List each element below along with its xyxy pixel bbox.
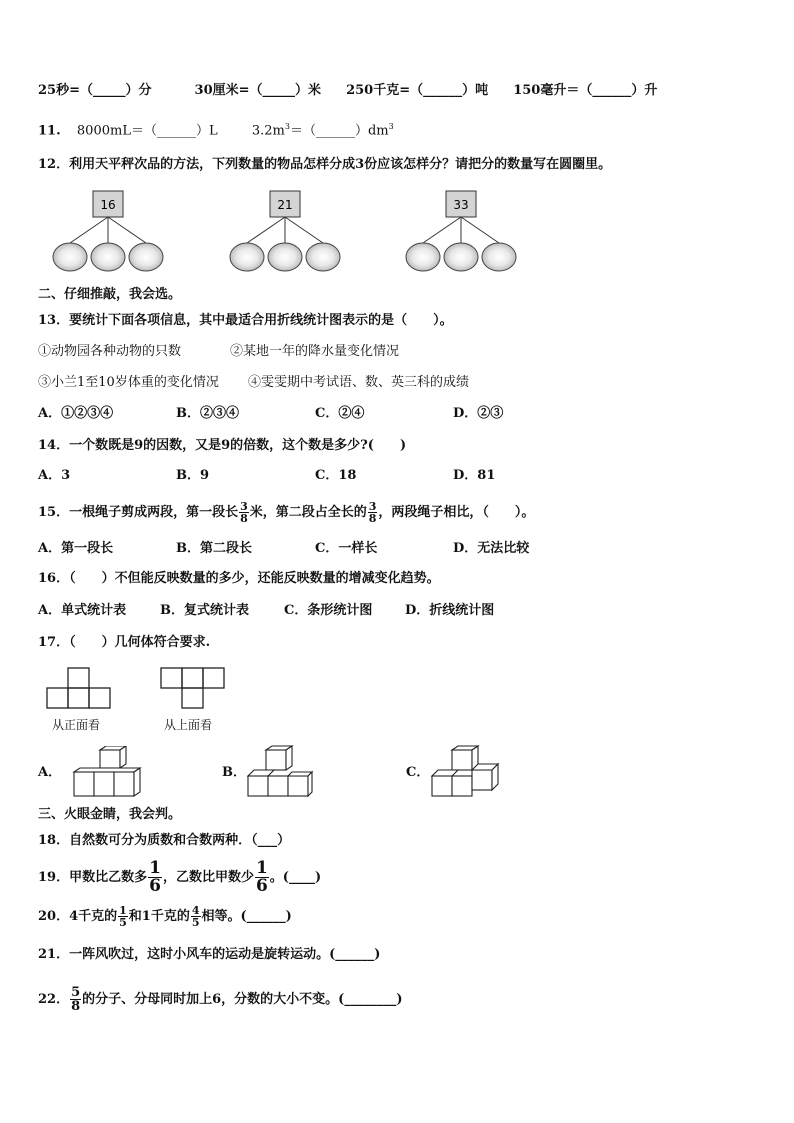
q12-trees xyxy=(30,186,550,276)
q20-post: 相等。(______) xyxy=(201,909,292,924)
q15-text xyxy=(38,500,534,526)
q13-text: 13．要统计下面各项信息，其中最适合用折线统计图表示的是（ ）。 xyxy=(38,313,453,328)
q12-circle[interactable] xyxy=(406,243,440,271)
q17-solid-a[interactable] xyxy=(70,746,144,800)
q15-option-c[interactable]: C．一样长 xyxy=(315,541,378,556)
q14-option-a[interactable]: A．3 xyxy=(38,468,71,483)
q12-box-2: 21 xyxy=(277,198,293,212)
q12-circle[interactable] xyxy=(53,243,87,271)
q22-pre: 22． xyxy=(38,992,70,1007)
q20-fraction-1: $\frac{1}{5}$ xyxy=(119,904,127,929)
q12-circle[interactable] xyxy=(129,243,163,271)
q20-text xyxy=(38,904,292,930)
q11-part2-mid: ＝（______）dm xyxy=(289,123,389,139)
q17-option-c[interactable]: C． xyxy=(406,765,430,780)
q11-line xyxy=(38,118,394,140)
q22-post: 的分子、分母同时加上6，分数的大小不变。(________) xyxy=(82,992,403,1007)
q12-tree-3 xyxy=(406,191,516,271)
q10-item-2: 30厘米=（_____）米 xyxy=(194,83,322,98)
q14-option-c[interactable]: C．18 xyxy=(315,468,357,483)
q12-circle[interactable] xyxy=(306,243,340,271)
q13-option-b[interactable]: B．②③④ xyxy=(176,406,239,421)
q15-mid: 米，第二段占全长的 xyxy=(249,505,367,520)
q11-sup2: 3 xyxy=(388,122,394,131)
q12-circle[interactable] xyxy=(268,243,302,271)
q15-fraction-1: $\frac{3}{8}$ xyxy=(240,500,248,525)
q17-option-a[interactable]: A． xyxy=(38,765,62,780)
q12-circle[interactable] xyxy=(482,243,516,271)
q13-option-c[interactable]: C．②④ xyxy=(315,406,365,421)
q14-option-b[interactable]: B．9 xyxy=(176,468,210,483)
q10-item-3: 250千克=（______）吨 xyxy=(346,83,489,98)
q15-option-a[interactable]: A．第一段长 xyxy=(38,541,114,556)
q17-top-view xyxy=(160,666,228,710)
q12-tree-2 xyxy=(230,191,340,271)
q19-text xyxy=(38,860,321,896)
q10-item-1: 25秒=（_____）分 xyxy=(38,83,152,98)
q10-item-4: 150毫升＝（______）升 xyxy=(513,83,658,98)
q20-pre: 20．4千克的 xyxy=(38,909,118,924)
q19-fraction-1: $\frac{1}{6}$ xyxy=(149,858,161,896)
q15-fraction-2: $\frac{3}{8}$ xyxy=(368,500,377,525)
q16-text: 16．（ ）不但能反映数量的多少，还能反映数量的增减变化趋势。 xyxy=(38,571,440,586)
q12-circle[interactable] xyxy=(91,243,125,271)
q18-text: 18．自然数可分为质数和合数两种．（___） xyxy=(38,833,291,848)
q19-fraction-2: $\frac{1}{6}$ xyxy=(255,858,268,896)
q11-sup1: 3 xyxy=(284,122,290,131)
q12-text: 12．利用天平秤次品的方法，下列数量的物品怎样分成3份应该怎样分？请把分的数量写在圆圈里。 xyxy=(38,157,612,172)
q16-option-a[interactable]: A．单式统计表 xyxy=(38,603,127,618)
q13-item-2: ②某地一年的降水量变化情况 xyxy=(230,344,400,359)
q17-text: 17．（ ）几何体符合要求. xyxy=(38,635,211,650)
q19-post: 。(____) xyxy=(269,870,322,885)
section-2-heading: 二、仔细推敲，我会选。 xyxy=(38,287,182,302)
q21-text: 21．一阵风吹过，这时小风车的运动是旋转运动。(______) xyxy=(38,947,381,962)
q13-option-d[interactable]: D．②③ xyxy=(453,406,504,421)
q12-circle[interactable] xyxy=(230,243,264,271)
q11-part1: 8000mL＝（______）L xyxy=(76,123,218,139)
q19-mid: ，乙数比甲数少 xyxy=(162,870,254,885)
q17-caption-front: 从正面看 xyxy=(52,718,101,732)
q11-part2-pre: 3.2m xyxy=(251,123,285,139)
q16-option-c[interactable]: C．条形统计图 xyxy=(284,603,373,618)
q13-item-3: ③小兰1至10岁体重的变化情况 xyxy=(38,375,219,390)
q16-option-b[interactable]: B．复式统计表 xyxy=(160,603,249,618)
q15-post: ，两段绳子相比，（ ）。 xyxy=(378,505,535,520)
q14-option-d[interactable]: D．81 xyxy=(453,468,496,483)
q12-box-1: 16 xyxy=(100,198,116,212)
section-3-heading: 三、火眼金睛，我会判。 xyxy=(38,807,182,822)
q17-caption-top: 从上面看 xyxy=(164,718,213,732)
q15-option-b[interactable]: B．第二段长 xyxy=(176,541,252,556)
q17-front-view xyxy=(46,666,114,710)
q22-text xyxy=(38,986,403,1014)
q12-box-3: 33 xyxy=(453,198,469,212)
q17-option-b[interactable]: B． xyxy=(222,765,246,780)
q19-pre: 19．甲数比乙数多 xyxy=(38,870,148,885)
q12-tree-1 xyxy=(53,191,163,271)
q22-fraction: $\frac{5}{8}$ xyxy=(71,985,81,1014)
q12-circle[interactable] xyxy=(444,243,478,271)
q13-option-a[interactable]: A．①②③④ xyxy=(38,406,114,421)
q10-line xyxy=(38,82,657,100)
q20-mid: 和1千克的 xyxy=(128,909,190,924)
q17-solid-c[interactable] xyxy=(430,744,504,800)
q13-item-4: ④雯雯期中考试语、数、英三科的成绩 xyxy=(248,375,470,390)
q16-option-d[interactable]: D．折线统计图 xyxy=(405,603,495,618)
q15-option-d[interactable]: D．无法比较 xyxy=(453,541,530,556)
q17-solid-b[interactable] xyxy=(244,744,314,800)
q20-fraction-2: $\frac{4}{5}$ xyxy=(191,904,200,929)
q13-item-1: ①动物园各种动物的只数 xyxy=(38,344,182,359)
q11-number: 11. xyxy=(38,123,61,139)
q14-text: 14．一个数既是9的因数，又是9的倍数，这个数是多少?( ) xyxy=(38,438,407,453)
q15-pre: 15．一根绳子剪成两段，第一段长 xyxy=(38,505,239,520)
